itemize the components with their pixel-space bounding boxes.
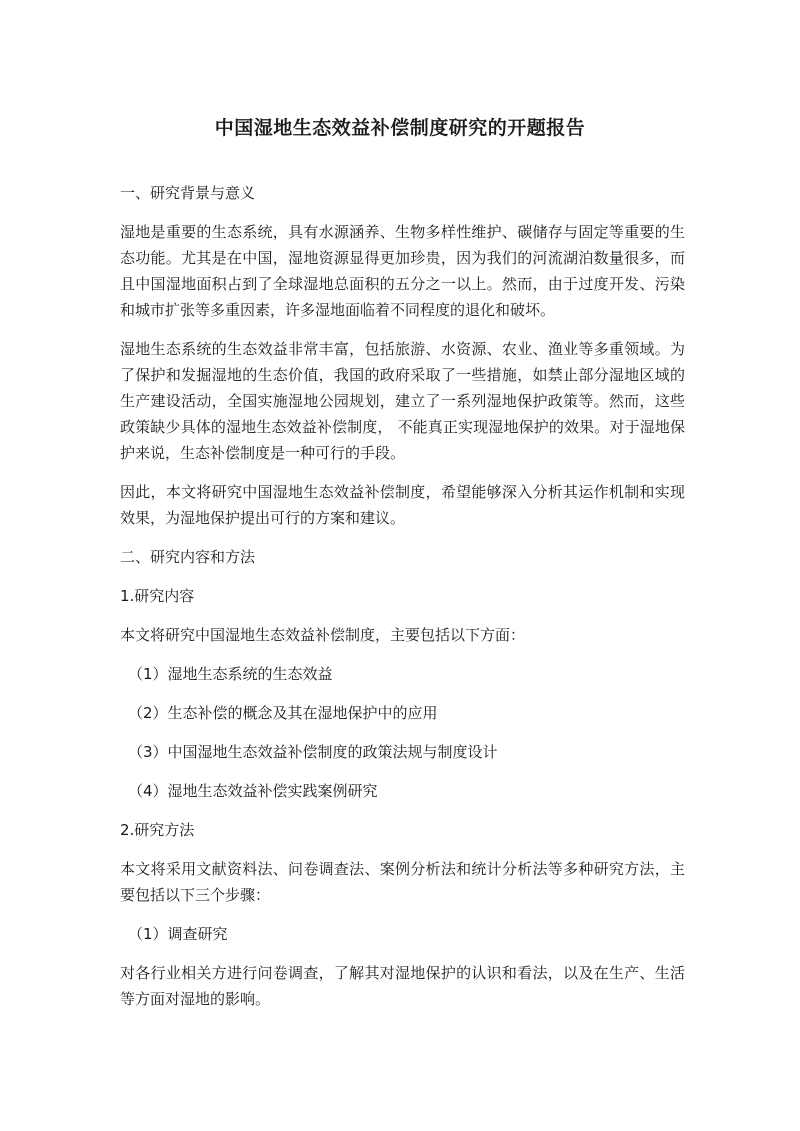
section-heading-background: 一、研究背景与意义 bbox=[120, 184, 256, 202]
content-list-item: （4）湿地生态效益补偿实践案例研究 bbox=[128, 782, 378, 800]
paragraph-background-2: 湿地生态系统的生态效益非常丰富，包括旅游、水资源、农业、渔业等多重领域。为了保护和发掘湿地的生态价值，我国的政府采取了一些措施，如禁止部分湿地区域的生产建设活动，全国实施湿地公园规划，建立了一系列湿地保护政策等。然而，这些政策缺少具体的湿地生态效益补偿制度， 不能真正实现湿地保护的效果。对于湿地保护来说，生态补偿制度是一种可行的手段。 bbox=[120, 340, 685, 462]
subsection-heading-content: 1.研究内容 bbox=[120, 587, 195, 605]
method-intro: 本文将采用文献资料法、问卷调查法、案例分析法和统计分析法等多种研究方法，主要包括以下三个步骤： bbox=[120, 860, 685, 904]
paragraph-background-3: 因此，本文将研究中国湿地生态效益补偿制度，希望能够深入分析其运作机制和实现效果，为湿地保护提出可行的方案和建议。 bbox=[120, 483, 685, 527]
subsection-heading-method: 2.研究方法 bbox=[120, 821, 195, 839]
content-intro: 本文将研究中国湿地生态效益补偿制度，主要包括以下方面： bbox=[120, 626, 526, 644]
method-step-heading: （1）调查研究 bbox=[128, 925, 228, 943]
content-list-item: （3）中国湿地生态效益补偿制度的政策法规与制度设计 bbox=[128, 743, 498, 761]
document-title: 中国湿地生态效益补偿制度研究的开题报告 bbox=[214, 117, 586, 139]
paragraph-background-1: 湿地是重要的生态系统，具有水源涵养、生物多样性维护、碳储存与固定等重要的生态功能。尤其是在中国，湿地资源显得更加珍贵，因为我们的河流湖泊数量很多，而且中国湿地面积占到了全球湿地总面积的五分之一以上。然而，由于过度开发、污染和城市扩张等多重因素，许多湿地面临着不同程度的退化和破坏。 bbox=[120, 223, 685, 319]
section-heading-content-method: 二、研究内容和方法 bbox=[120, 548, 256, 566]
content-list-item: （1）湿地生态系统的生态效益 bbox=[128, 665, 333, 683]
document-body bbox=[120, 180, 685, 1025]
content-list-item: （2）生态补偿的概念及其在湿地保护中的应用 bbox=[128, 704, 438, 722]
method-step-text: 对各行业相关方进行问卷调查，了解其对湿地保护的认识和看法，以及在生产、生活等方面对湿地的影响。 bbox=[120, 964, 685, 1008]
